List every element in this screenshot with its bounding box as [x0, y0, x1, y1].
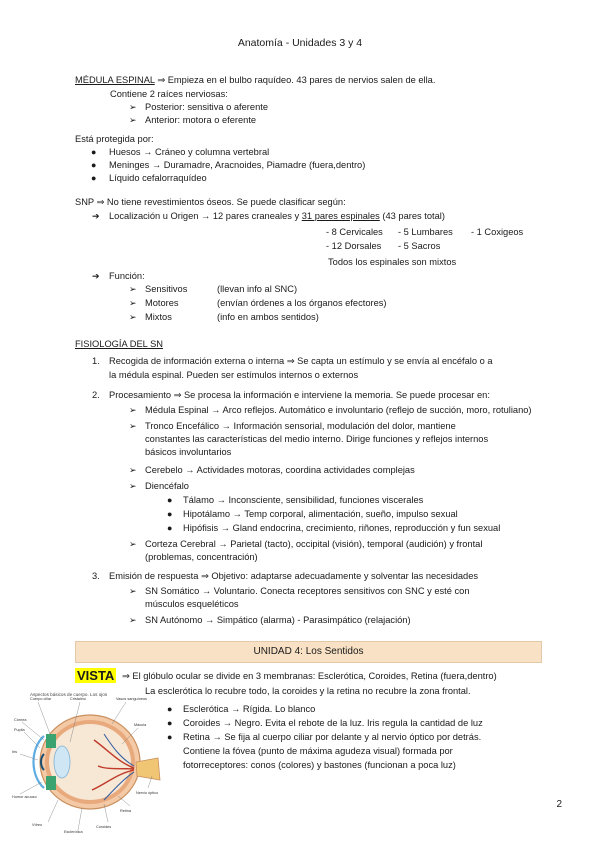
spinal-sacros: - 5 Sacros	[398, 241, 441, 251]
esclerotica-line: Esclerótica → Rígida. Lo blanco	[183, 704, 316, 714]
function-desc: (info en ambos sentidos)	[217, 312, 319, 322]
arrow-bullet-icon: ➢	[129, 481, 137, 491]
vista-highlight: VISTA	[77, 668, 115, 683]
autonomo-line: SN Autónomo → Simpático (alarma) - Parasimpático (relajación)	[145, 615, 411, 625]
arrow-bullet-icon: ➢	[129, 298, 137, 308]
root-anterior: Anterior: motora o eferente	[145, 115, 257, 125]
tronco-line1: Tronco Encefálico → Información sensorial, modulación del dolor, mantiene	[145, 421, 456, 431]
item1-line2: la médula espinal. Pueden ser estímulos internos o externos	[109, 370, 359, 380]
function-desc: (llevan info al SNC)	[217, 284, 298, 294]
item3-line: Emisión de respuesta ⇒ Objetivo: adaptarse adecuadamente y solventar las necesidades	[109, 571, 479, 581]
loc-prefix: Localización u Origen → 12 pares craneales y	[109, 211, 302, 221]
eye-anatomy-diagram	[8, 688, 168, 834]
label-coroides: Coroides	[96, 825, 112, 829]
arrow-right-icon: ➔	[92, 271, 100, 281]
function-name: Sensitivos	[145, 284, 188, 294]
loc-underlined: 31 pares espinales	[301, 211, 380, 221]
page-number: 2	[556, 799, 562, 810]
corteza-line2: (problemas, concentración)	[145, 552, 258, 562]
talamo-line: Tálamo → Inconsciente, sensibilidad, funciones viscerales	[183, 495, 424, 505]
label-cuerpo-ciliar: Cuerpo ciliar	[30, 697, 52, 701]
arrow-bullet-icon: ➢	[129, 405, 137, 415]
coroides-line: Coroides → Negro. Evita el rebote de la luz. Iris regula la cantidad de luz	[183, 718, 483, 728]
arrow-bullet-icon: ➢	[129, 115, 137, 125]
function-name: Motores	[145, 298, 179, 308]
root-posterior: Posterior: sensitiva o aferente	[145, 102, 268, 112]
bullet-icon: ●	[167, 732, 173, 742]
spinal-coxigeos: - 1 Coxigeos	[471, 227, 524, 237]
label-iris: Iris	[12, 750, 18, 754]
retina-line3: fotorreceptores: conos (colores) y bastones (funcionan a poca luz)	[183, 760, 456, 770]
hipofisis-line: Hipófisis → Gland endocrina, crecimiento, riñones, reproducción y fun sexual	[183, 523, 501, 533]
protected-title: Está protegida por:	[75, 134, 154, 144]
medula-intro-line	[75, 74, 435, 87]
tronco-line3: básicos involuntarios	[145, 447, 232, 457]
medula-reflejos: Médula Espinal → Arco reflejos. Automático e involuntario (reflejo de succión, moro, rotuliano)	[145, 405, 532, 415]
iris-top-shape	[46, 734, 56, 748]
bullet-icon: ●	[91, 147, 97, 157]
medula-heading: MÉDULA ESPINAL	[75, 75, 155, 85]
spinal-mixed-note: Todos los espinales son mixtos	[328, 257, 457, 267]
label-humor: Humor acuoso	[12, 795, 37, 799]
bullet-icon: ●	[167, 704, 173, 714]
item-number: 1.	[92, 356, 100, 366]
bullet-icon: ●	[91, 173, 97, 183]
vista-line2: La esclerótica lo recubre todo, la coroides y la retina no recubre la zona frontal.	[145, 686, 471, 696]
bullet-icon: ●	[167, 718, 173, 728]
unit4-heading-box: UNIDAD 4: Los Sentidos	[75, 641, 542, 663]
tronco-line2: constantes las características del medio interno. Dirige funciones y reflejos internos	[145, 434, 489, 444]
lens-shape	[54, 746, 70, 778]
label-pupila: Pupila	[14, 728, 25, 732]
label-vasos: Vasos sanguíneos	[116, 697, 147, 701]
spinal-lumbares: - 5 Lumbares	[398, 227, 453, 237]
protected-item-meninges: Meninges → Duramadre, Aracnoides, Piamadre (fuera,dentro)	[109, 160, 366, 170]
arrow-bullet-icon: ➢	[129, 102, 137, 112]
arrow-bullet-icon: ➢	[129, 421, 137, 431]
protected-item-liquido: Líquido cefalorraquídeo	[109, 173, 207, 183]
function-name: Mixtos	[145, 312, 172, 322]
hipotalamo-line: Hipotálamo → Temp corporal, alimentación, sueño, impulso sexual	[183, 509, 458, 519]
snp-localizacion	[109, 210, 445, 223]
bullet-icon: ●	[167, 509, 173, 519]
bullet-icon: ●	[167, 523, 173, 533]
label-esclerotica: Esclerótica	[64, 830, 83, 834]
label-retina: Retina	[120, 809, 131, 813]
arrow-right-icon: ➔	[92, 211, 100, 221]
spinal-cervicales: - 8 Cervicales	[326, 227, 383, 237]
page-header: Anatomía - Unidades 3 y 4	[237, 37, 363, 49]
item-number: 3.	[92, 571, 100, 581]
snp-intro: SNP ⇒ No tiene revestimientos óseos. Se puede clasificar según:	[75, 197, 346, 207]
diencefalo-line: Diencéfalo	[145, 481, 189, 491]
diagram-title: Aspectos básicos de cuerpo. Los ojos	[30, 692, 108, 697]
medula-intro: ⇒ Empieza en el bulbo raquídeo. 43 pares de nervios salen de ella.	[154, 75, 436, 85]
item-number: 2.	[92, 390, 100, 400]
item1-line1: Recogida de información externa o interna ⇒ Se capta un estímulo y se envía al encéfalo o a	[109, 356, 493, 366]
roots-title: Contiene 2 raíces nerviosas:	[110, 89, 228, 99]
retina-line2: Contiene la fóvea (punto de máxima agudeza visual) formada por	[183, 746, 453, 756]
fisiologia-heading: FISIOLOGÍA DEL SN	[75, 339, 164, 349]
somatico-line2: músculos esqueléticos	[145, 599, 239, 609]
loc-suffix: (43 pares total)	[379, 211, 445, 221]
vista-line1: ⇒ El glóbulo ocular se divide en 3 membranas: Esclerótica, Coroides, Retina (fuera,dentro)	[122, 671, 497, 681]
optic-nerve-shape	[136, 758, 160, 780]
arrow-bullet-icon: ➢	[129, 586, 137, 596]
arrow-bullet-icon: ➢	[129, 312, 137, 322]
arrow-bullet-icon: ➢	[129, 465, 137, 475]
function-desc: (envían órdenes a los órganos efectores)	[217, 298, 387, 308]
spinal-dorsales: - 12 Dorsales	[326, 241, 382, 251]
label-cristalino: Cristalino	[70, 697, 86, 701]
bullet-icon: ●	[91, 160, 97, 170]
function-title: Función:	[109, 271, 145, 281]
arrow-bullet-icon: ➢	[129, 615, 137, 625]
corteza-line1: Corteza Cerebral → Parietal (tacto), occipital (visión), temporal (audición) y frontal	[145, 539, 483, 549]
item2-line: Procesamiento ⇒ Se procesa la información e interviene la memoria. Se puede procesar en:	[109, 390, 490, 400]
label-nervio-optico: Nervio óptico	[136, 791, 159, 795]
label-vitreo: Vítreo	[32, 823, 43, 827]
label-cornea: Córnea	[14, 718, 27, 722]
retina-line1: Retina → Se fija al cuerpo ciliar por delante y al nervio óptico por detrás.	[183, 732, 482, 742]
label-macula: Mácula	[134, 723, 147, 727]
iris-bottom-shape	[46, 776, 56, 790]
arrow-bullet-icon: ➢	[129, 539, 137, 549]
cerebelo-line: Cerebelo → Actividades motoras, coordina actividades complejas	[145, 465, 415, 475]
arrow-bullet-icon: ➢	[129, 284, 137, 294]
protected-item-huesos: Huesos → Cráneo y columna vertebral	[109, 147, 270, 157]
somatico-line1: SN Somático → Voluntario. Conecta receptores sensitivos con SNC y esté con	[145, 586, 470, 596]
bullet-icon: ●	[167, 495, 173, 505]
